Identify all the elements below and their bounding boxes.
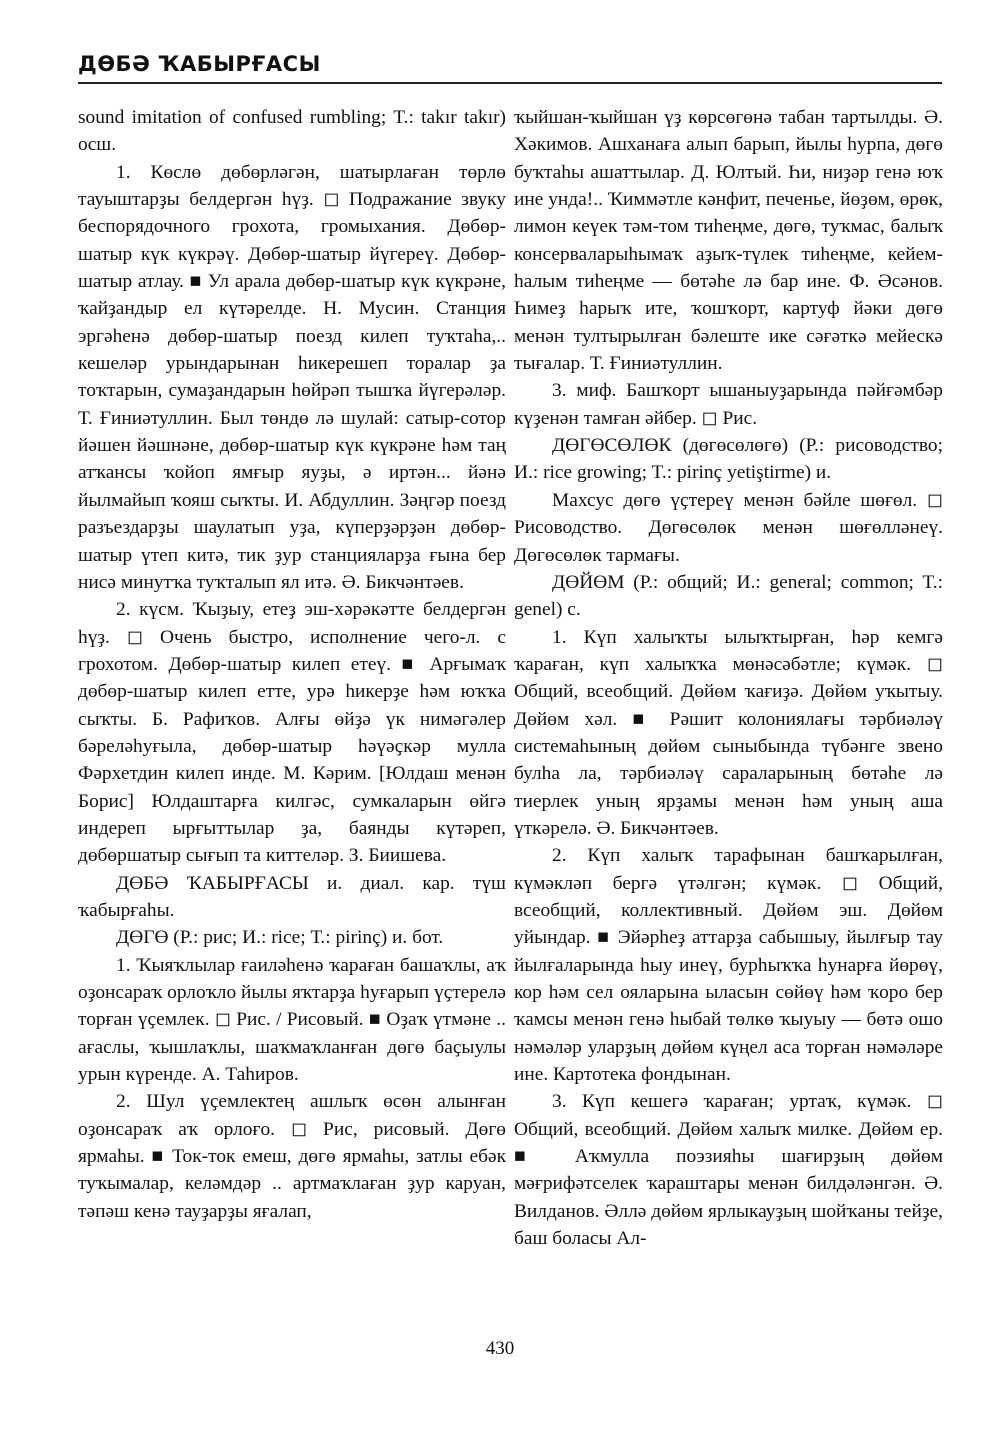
header-rule (78, 82, 942, 84)
entry-sense-2: 2. күсм. Ҡыҙыу, етеҙ эш-хәрәкәтте белдергән һүҙ. ◻ Очень быстро, исполнение чего-л. с грохотом. Дөбөр-шатыр килеп етеү. ■ Арғымаҡ дөбөр-шатыр килеп етте, урә һикерҙе һәм юҡҡа сыҡты. Б. Рафиҡов. Алғы өйҙә үк нимәгәлер бәреләһуғыла, дөбөр-шатыр һәүәҫкәр мулла Фәрхетдин килеп инде. М. Кәрим. [Юлдаш менән Борис] Юлдаштарға килгәс, сумкаларын өйгә индереп ырғыттылар ҙа, баянды күтәреп, дөбөршатыр сығып та киттеләр. З. Биишева. (78, 599, 506, 867)
entry-doge-head: ДӨГӨ (Р.: рис; И.: rice; Т.: pirinç) и. бот. (116, 927, 444, 949)
entry-doge-continuation: ҡыйшан-ҡыйшан үҙ көрсөгөнә табан тартылды. Ә. Хәкимов. Ашханаға алып барып, йылы һурпа, дөгө буҡтаһы ашаттылар. Д. Юлтый. Һи, ниҙәр генә юҡ ине унда!.. Ҡиммәтле кәнфит, печенье, йөҙөм, өрөк, лимон кеүек тәм-том тиһеңме, дөгө, туҡмас, балыҡ консерваларыһымаҡ аҙыҡ-түлек тиһеңме, кейем-һалым тиһеңме — бөтәһе лә бар ине. Ф. Әсәнов. Һимеҙ һарыҡ ите, ҡошҡорт, картуф йәки дөгө менән тултырылған бәлеште ике сәғәткә мейескә тығалар. Т. Ғиниәтуллин. (514, 107, 943, 375)
entry-doyom-sense-3: 3. Күп кешегә ҡараған; уртаҡ, күмәк. ◻ Общий, всеобщий. Дөйөм халыҡ милке. Дөйөм ер. ■ Аҡмулла поэзияһы шағирҙың дөйөм мәғрифәтселек ҡараштары менән билдәләнгән. Ә. Вилданов. Әллә дөйөм ярлыкауҙың шойҡаны тейҙе, баш боласы Ал- (514, 1091, 943, 1250)
entry-doyom-sense-2: 2. Күп халыҡ тарафынан башҡарылған, күмәкләп бергә үтәлгән; күмәк. ◻ Общий, всеобщий, коллективный. Дөйөм эш. Дөйөм уйындар. ■ Эйәрһеҙ аттарҙа сабышыу, йылғыр тау йылғаларында һыу инеү, бурһыҡҡа һунарға йөрөү, кор һәм сел ояларына ыласын сөйөү һәм ҡоро бер ҡамсы менән генә һыбай төлкө ҡыуыу — бөтә ошо нәмәләр уларҙың дөйөм күңел аса торған нәмәләре ине. Картотека фондынан. (514, 845, 943, 1086)
right-column (514, 104, 943, 1252)
entry-continuation: sound imitation of confused rumbling; T.: takır takır) ocш. (78, 107, 506, 156)
left-column (78, 104, 506, 1225)
entry-dogesolok-head: ДӨГӨСӨЛӨК (дөгөсөлөгө) (Р.: рисоводство; И.: rice growing; T.: pirinç yetiştirme) и. (514, 435, 943, 484)
entry-sense-1: 1. Көслө дөбөрләгән, шатырлаған төрлө тауыштарҙы белдергән һүҙ. ◻ Подражание звуку беспорядочного грохота, громыхания. Дөбөр-шатыр күк күкрәү. Дөбөр-шатыр йүгереү. Дөбөр-шатыр атлау. ■ Ул арала дөбөр-шатыр күк күкрәне, ҡайҙандыр ел күтәрелде. Н. Мусин. Станция эргәһенә дөбөр-шатыр поезд килеп туҡтаһа,.. кешеләр урындарынан һикерешеп торалар ҙа тоҡтарын, сумаҙандарын һөйрәп тышҡа йүгерәләр. Т. Ғиниәтуллин. Был төндө лә шулай: сатыр-сотор йәшен йәшнәне, дөбөр-шатыр күк күкрәне һәм таң атҡансы ҡойоп ямғыр яуҙы, ә иртән... йәнә йылмайып ҡояш сыҡты. И. Абдуллин. Зәңгәр поезд разъездарҙы шаулатып уҙа, күперҙәрҙән дөбөр-шатыр үтеп китә, тик ҙур станцияларҙа ғына бер нисә минутҡа туҡталып ял итә. Ә. Бикчәнтәев. (78, 161, 506, 593)
entry-doge-sense-3: 3. миф. Башҡорт ышаныуҙарында пәйғәмбәр күҙенән тамған әйбер. ◻ Рис. (514, 380, 943, 429)
entry-dogesolok-def: Махсус дөгө үҫтереү менән бәйле шөғөл. ◻ Рисоводство. Дөгөсөлөк менән шөғөлләнеү. Дөгөсөлөк тармағы. (514, 489, 943, 566)
running-head: ДӨБӘ ҠАБЫРҒАСЫ (78, 52, 321, 76)
entry-doyom-sense-1: 1. Күп халыҡты ылыҡтырған, һәр кемгә ҡараған, күп халыҡҡа мөнәсәбәтле; күмәк. ◻ Общий, всеобщий. Дөйөм ҡағиҙә. Дөйөм уҡытыу. Дөйөм хәл. ■ Рәшит колониялағы тәрбиәләү системаһының дөйөм сыныбында түбәнге звено булһа ла, тәрбиәләү сараларының бөтәһе лә тиерлек уның ярҙамы менән һәм уның аша үткәрелә. Ә. Бикчәнтәев. (514, 626, 943, 839)
entry-dobe-kabyrgasy: ДӨБӘ ҠАБЫРҒАСЫ и. диал. кар. түш ҡабырғаһы. (78, 872, 506, 921)
entry-doyom-head: ДӨЙӨМ (Р.: общий; И.: general; common; T.: genel) с. (514, 571, 943, 621)
page-number: 430 (485, 1338, 515, 1359)
entry-doge-sense-2: 2. Шул үҫемлектең ашлыҡ өсөн алынған оҙонсараҡ аҡ орлоғо. ◻ Рис, рисовый. Дөгө ярмаһы. ■ Ток-ток емеш, дөгө ярмаһы, затлы ебәк туҡымалар, келәмдәр .. артмаҡлаған ҙур каруан, тәпәш кенә тауҙарҙы яғалап, (78, 1091, 506, 1222)
entry-doge-sense-1: 1. Ҡыяҡлылар ғаиләһенә ҡараған башаҡлы, аҡ оҙонсараҡ орлоҡло йылы яҡтарҙа һуғарып үҫтерелә торған үҫемлек. ◻ Рис. / Рисовый. ■ Оҙаҡ үтмәне .. ағаслы, ҡышлаҡлы, шаҡмаҡланған дөгө баҫыулы урын күренде. А. Таһиров. (78, 954, 506, 1086)
